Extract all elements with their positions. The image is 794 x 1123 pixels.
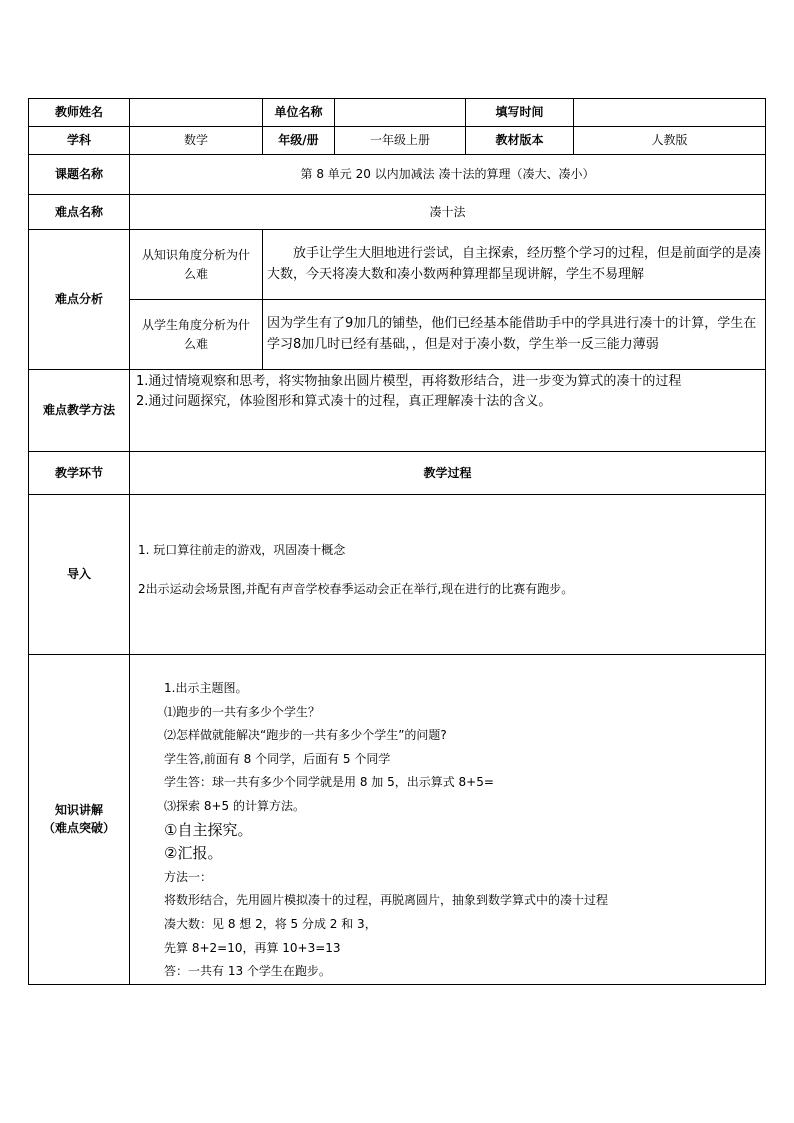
knowledge-line: 学生答,前面有 8 个同学，后面有 5 个同学 (164, 751, 391, 766)
unit-name-label: 单位名称 (263, 99, 335, 127)
grade-label: 年级/册 (263, 127, 335, 155)
row-intro (29, 495, 766, 655)
knowledge-line: ①自主探究。 (164, 820, 253, 839)
student-angle-label: 从学生角度分析为什么难 (130, 300, 263, 370)
lesson-title-value: 第 8 单元 20 以内加减法 凑十法的算理（凑大、凑小） (130, 155, 766, 195)
knowledge-content (130, 655, 766, 985)
row-lesson-title (29, 155, 766, 195)
knowledge-line: 方法一： (164, 869, 213, 884)
row-subject-info (29, 127, 766, 155)
row-teacher-info (29, 99, 766, 127)
knowledge-line: 1.出示主题图。 (164, 681, 248, 695)
edition-value: 人教版 (574, 127, 766, 155)
unit-name-field[interactable] (335, 99, 466, 127)
knowledge-sublabel: （难点突破） (42, 821, 115, 836)
row-teaching-methods (29, 370, 766, 452)
edition-label: 教材版本 (466, 127, 574, 155)
knowledge-line: 将数形结合，先用圆片模拟凑十的过程，再脱离圆片，抽象到数学算式中的凑十过程 (164, 893, 609, 908)
fill-date-label: 填写时间 (466, 99, 574, 127)
knowledge-label-cell (29, 655, 130, 985)
row-student-analysis (29, 300, 766, 370)
intro-item: 2出示运动会场景图,并配有声音学校春季运动会正在举行,现在进行的比赛有跑步。 (138, 581, 574, 596)
knowledge-label: 知识讲解 (54, 802, 103, 817)
fill-date-field[interactable] (574, 99, 766, 127)
knowledge-line: ⑴跑步的一共有多少个学生？ (164, 704, 321, 719)
intro-item: 1. 玩口算往前走的游戏，巩固凑十概念 (138, 543, 346, 557)
difficulty-label: 难点名称 (29, 195, 130, 230)
knowledge-line: 凑大数：见 8 想 2，将 5 分成 2 和 3， (164, 916, 377, 931)
teacher-name-field[interactable] (130, 99, 263, 127)
knowledge-angle-label: 从知识角度分析为什么难 (130, 230, 263, 300)
subject-value: 数学 (130, 127, 263, 155)
knowledge-line: 学生答：球一共有多少个同学就是用 8 加 5，出示算式 8+5= (164, 775, 494, 790)
method-item: 1.通过情境观察和思考，将实物抽象出圆片模型，再将数形结合，进一步变为算式的凑十的过程 (136, 374, 682, 389)
row-knowledge-analysis (29, 230, 766, 300)
lesson-title-label: 课题名称 (29, 155, 130, 195)
knowledge-line: 先算 8+2=10，再算 10+3=13 (164, 940, 341, 955)
knowledge-angle-text: 放手让学生大胆地进行尝试，自主探索，经历整个学习的过程，但是前面学的是凑大数，今天将凑大数和凑小数两种算理都呈现讲解，学生不易理解 (263, 230, 766, 300)
intro-label: 导入 (29, 495, 130, 655)
methods-label: 难点教学方法 (29, 370, 130, 452)
intro-content (130, 495, 766, 655)
student-angle-text: 因为学生有了9加几的铺垫，他们已经基本能借助手中的学具进行凑十的计算，学生在学习8加几时已经有基础，，但是对于凑小数，学生举一反三能力薄弱 (263, 300, 766, 370)
teacher-name-label: 教师姓名 (29, 99, 130, 127)
knowledge-line: ⑶探索 8+5 的计算方法。 (164, 798, 305, 813)
methods-content (130, 370, 766, 452)
difficulty-value: 凑十法 (130, 195, 766, 230)
grade-value: 一年级上册 (335, 127, 466, 155)
row-process-header (29, 452, 766, 495)
lesson-plan-table (28, 98, 766, 985)
row-difficulty (29, 195, 766, 230)
subject-label: 学科 (29, 127, 130, 155)
knowledge-line: ⑵怎样做就能解决“跑步的一共有多少个学生”的问题? (164, 728, 447, 743)
stage-header: 教学环节 (29, 452, 130, 495)
process-header: 教学过程 (130, 452, 766, 495)
row-knowledge (29, 655, 766, 985)
analysis-label: 难点分析 (29, 230, 130, 370)
knowledge-line: ②汇报。 (164, 844, 223, 863)
method-item: 2.通过问题探究，体验图形和算式凑十的过程，真正理解凑十法的含义。 (136, 394, 552, 410)
knowledge-line: 答：一共有 13 个学生在跑步。 (164, 964, 331, 979)
